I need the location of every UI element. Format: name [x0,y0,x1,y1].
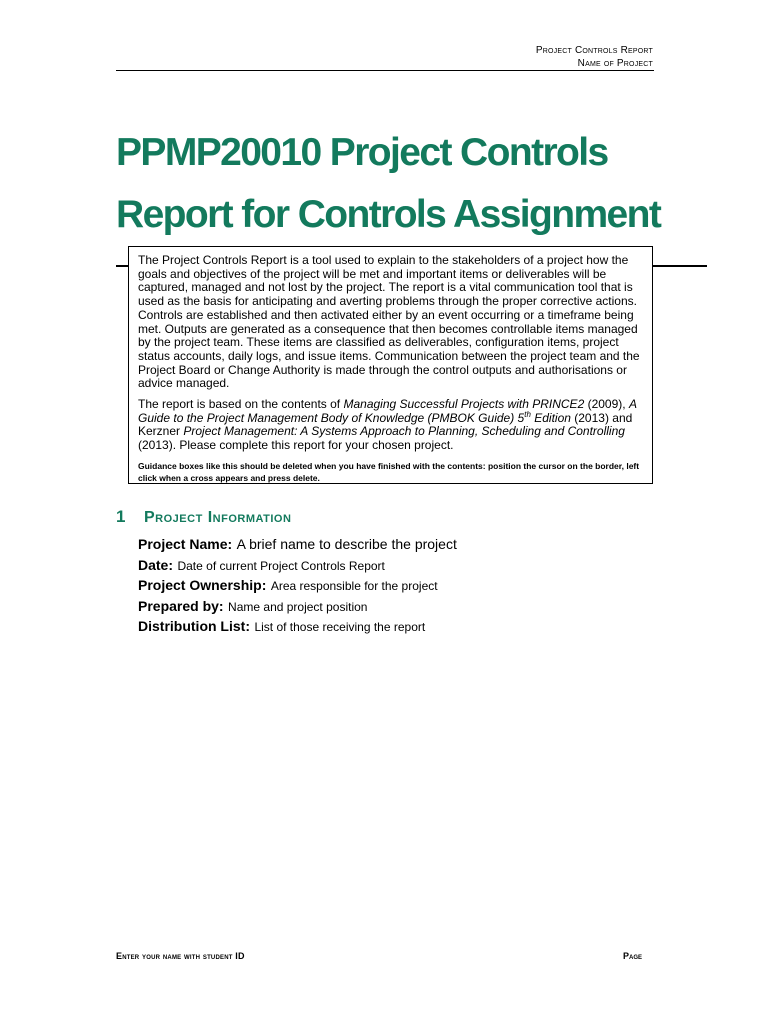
guidance-text: The report is based on the contents of [138,397,344,412]
field-value[interactable]: Date of current Project Controls Report [177,558,385,573]
header-report-name: Project Controls Report [535,45,653,56]
guidance-citation-pmbok: A Guide to the Project Management Body of Knowledge (PMBOK Guide) 5 [138,397,637,425]
field-project-ownership[interactable] [138,575,658,596]
section-heading-project-information [116,507,291,528]
footer-page: Page [622,951,642,961]
field-label: Distribution List: [138,618,250,635]
field-prepared-by[interactable] [138,596,658,617]
field-value[interactable]: Name and project position [228,599,368,614]
section-title: Project Information [144,509,292,526]
field-value[interactable]: List of those receiving the report [254,620,426,635]
guidance-superscript: th [524,409,531,419]
field-distribution-list[interactable] [138,616,658,637]
field-value[interactable]: A brief name to describe the project [236,536,457,552]
field-label: Prepared by: [138,597,224,614]
guidance-paragraph-1: The Project Controls Report is a tool used to explain to the stakeholders of a project how the goals and objectives of the project will be met and important items or deliverables will be captured, managed and not lost by the project. The report is a vital communication tool that is used as the basis for anticipating and averting problems through the proper corrective actions. Controls are established and then activated either by an event occurring or a timeframe being met. Outputs are generated as a consequence that then becomes controllable items managed by the project team. These items are classified as deliverables, configuration items, project status accounts, daily logs, and issue items. Communication between the project team and the Project Board or Change Authority is made through the control outputs and authorisations or advice managed. [138,253,640,391]
running-header [536,44,653,70]
guidance-citation-kerzner: Project Management: A Systems Approach to Planning, Scheduling and Controlling [183,424,625,439]
field-label: Date: [138,556,174,573]
title-line-2: Report for Controls Assignment [116,193,661,236]
field-label: Project Ownership: [138,577,267,594]
guidance-text: (2009), [584,397,629,412]
project-info-list [138,534,658,637]
title-line-1: PPMP20010 Project Controls [116,131,608,174]
guidance-citation-prince2: Managing Successful Projects with PRINCE2 [343,397,585,412]
guidance-note: Guidance boxes like this should be deleted when you have finished with the contents: position the cursor on the border, left click when a cross appears and press delete. [138,460,640,484]
guidance-paragraph-2 [138,398,644,453]
field-label: Project Name: [138,536,233,552]
field-value[interactable]: Area responsible for the project [270,579,438,594]
field-date[interactable] [138,555,658,576]
document-title [116,122,736,246]
footer-student-id: Enter your name with student ID [116,951,245,961]
header-rule [116,70,654,71]
header-project-name: Name of Project [577,58,653,69]
field-project-name[interactable] [138,534,658,555]
guidance-box[interactable] [128,246,653,484]
guidance-citation-edition: Edition [530,410,571,425]
guidance-text: (2013) and Kerzner [138,410,633,439]
guidance-text: (2013). Please complete this report for your chosen project. [138,438,454,453]
section-number: 1 [116,507,126,526]
